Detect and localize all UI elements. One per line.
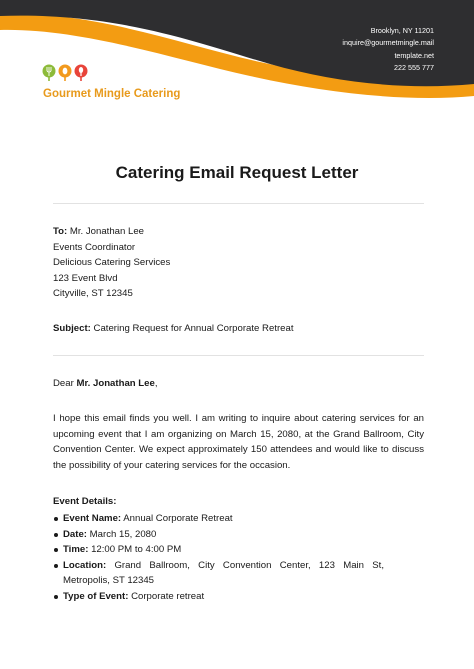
body-paragraph: I hope this email finds you well. I am writing to inquire about catering services for an upcoming event that I am organizing on March 15, 2080, at the Grand Ballroom, City Convention Center. We expect approximately 150 attendees and would like to discuss the possibility of your catering services for the occasion. — [53, 413, 424, 471]
subject-line — [53, 323, 294, 334]
divider — [53, 355, 424, 356]
greeting-punct: , — [154, 378, 158, 389]
list-item — [53, 527, 384, 543]
list-item — [53, 542, 384, 558]
detail-label: Location: — [63, 559, 107, 571]
spoon-icon — [74, 64, 88, 82]
letter-title: Catering Email Request Letter — [115, 163, 359, 182]
contact-website[interactable]: template.net — [394, 50, 434, 60]
brand-name: Gourmet Mingle Catering — [43, 88, 181, 100]
detail-value: March 15, 2080 — [89, 528, 157, 540]
subject-text: Catering Request for Annual Corporate Retreat — [93, 323, 294, 334]
to-label: To: — [53, 226, 68, 237]
recipient-position: Events Coordinator — [53, 241, 136, 253]
recipient-street: 123 Event Blvd — [53, 272, 118, 284]
detail-label: Type of Event: — [63, 590, 129, 602]
letterhead — [0, 0, 474, 118]
subject-label: Subject: — [53, 323, 91, 334]
recipient-company: Delicious Catering Services — [53, 257, 171, 269]
greeting-word: Dear — [53, 378, 74, 389]
event-details-list — [53, 511, 384, 605]
detail-value: Annual Corporate Retreat — [123, 513, 233, 524]
fruit-icon — [58, 64, 72, 82]
list-item — [53, 511, 384, 527]
detail-value: Corporate retreat — [131, 590, 205, 602]
contact-info — [342, 25, 434, 74]
fork-icon — [42, 64, 56, 82]
event-details-label: Event Details: — [53, 496, 117, 507]
list-item — [53, 558, 384, 589]
detail-label: Time: — [63, 544, 89, 556]
contact-phone: 222 555 777 — [394, 62, 434, 72]
contact-email[interactable]: inquire@gourmetmingle.mail — [342, 38, 434, 48]
contact-city: Brooklyn, NY 11201 — [370, 26, 434, 35]
greeting-name: Mr. Jonathan Lee — [76, 378, 155, 389]
recipient-address — [53, 224, 170, 302]
list-item — [53, 589, 384, 605]
detail-label: Event Name: — [63, 513, 122, 524]
logo — [42, 64, 88, 82]
detail-value: Grand Ballroom, City Convention Center, 123 Main St, Metropolis, ST 12345 — [63, 559, 384, 587]
detail-value: 12:00 PM to 4:00 PM — [91, 544, 182, 556]
divider — [53, 203, 424, 204]
recipient-name: Mr. Jonathan Lee — [69, 226, 145, 237]
event-details-heading — [53, 496, 116, 507]
greeting — [53, 378, 158, 389]
detail-label: Date: — [63, 528, 87, 540]
recipient-city: Cityville, ST 12345 — [53, 288, 133, 300]
